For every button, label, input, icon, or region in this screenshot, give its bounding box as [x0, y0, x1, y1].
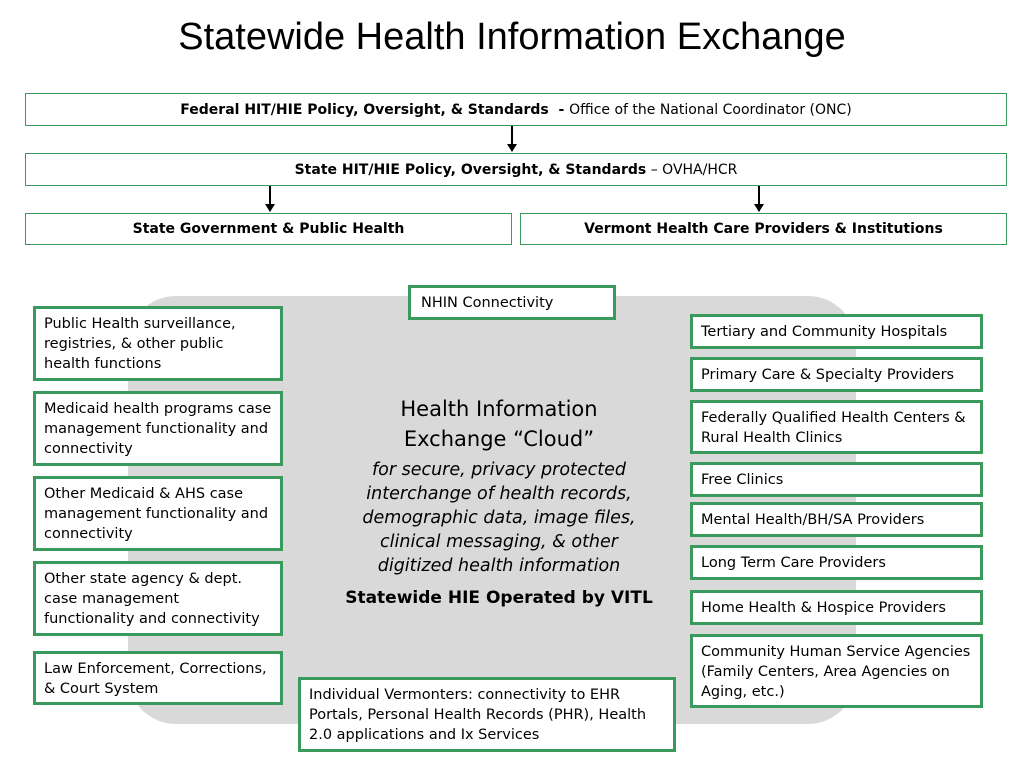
cloud-description-line: digitized health information: [377, 556, 621, 576]
cloud-description: [340, 458, 658, 578]
left-box-state-agency: Other state agency & dept. case management functionality and connectivity: [33, 561, 283, 636]
cloud-operator: Statewide HIE Operated by VITL: [345, 588, 653, 608]
left-box-medicaid-ahs: Other Medicaid & AHS case management functionality and connectivity: [33, 476, 283, 551]
cloud-description-line: demographic data, image files,: [362, 508, 636, 528]
right-box-free-clinics: Free Clinics: [690, 462, 983, 497]
nhin-connectivity-box: [408, 285, 616, 320]
federal-policy-bar: [25, 93, 1007, 126]
state-government-bar: [25, 213, 512, 245]
right-box-fqhc: Federally Qualified Health Centers & Rural Health Clinics: [690, 400, 983, 454]
federal-policy-heading: Federal HIT/HIE Policy, Oversight, & Standards -: [180, 101, 570, 118]
cloud-description-line: interchange of health records,: [366, 484, 632, 504]
right-box-mental-health: Mental Health/BH/SA Providers: [690, 502, 983, 537]
state-policy-heading: State HIT/HIE Policy, Oversight, & Standards: [294, 161, 647, 178]
left-box-medicaid-programs: Medicaid health programs case management functionality and connectivity: [33, 391, 283, 466]
state-policy-ovha: – OVHA/HCR: [646, 161, 738, 178]
arrow-federal-to-state: [511, 126, 513, 151]
cloud-heading-line: Exchange “Cloud”: [403, 427, 595, 451]
right-box-hospitals: Tertiary and Community Hospitals: [690, 314, 983, 349]
right-box-long-term-care: Long Term Care Providers: [690, 545, 983, 580]
left-box-public-health: Public Health surveillance, registries, & other public health functions: [33, 306, 283, 381]
left-box-law-enforcement: Law Enforcement, Corrections, & Court System: [33, 651, 283, 705]
bottom-box-individuals: Individual Vermonters: connectivity to EHR Portals, Personal Health Records (PHR), Health 2.0 applications and Ix Services: [298, 677, 676, 752]
right-box-primary-care: Primary Care & Specialty Providers: [690, 357, 983, 392]
arrow-state-to-government: [269, 186, 271, 211]
right-box-community-services: Community Human Service Agencies (Family Centers, Area Agencies on Aging, etc.): [690, 634, 983, 708]
cloud-heading: [340, 394, 658, 454]
cloud-heading-line: Health Information: [400, 397, 598, 421]
page-title: Statewide Health Information Exchange: [178, 16, 846, 58]
federal-policy-onc: Office of the National Coordinator (ONC): [569, 101, 852, 118]
state-policy-bar: [25, 153, 1007, 186]
nhin-connectivity-label: NHIN Connectivity: [421, 295, 554, 311]
cloud-description-line: for secure, privacy protected: [371, 460, 627, 480]
arrow-state-to-providers: [758, 186, 760, 211]
cloud-description-line: clinical messaging, & other: [380, 532, 618, 552]
vermont-providers-bar: [520, 213, 1007, 245]
right-box-home-health: Home Health & Hospice Providers: [690, 590, 983, 625]
vermont-providers-label: Vermont Health Care Providers & Institutions: [584, 221, 943, 237]
state-government-label: State Government & Public Health: [132, 221, 405, 237]
